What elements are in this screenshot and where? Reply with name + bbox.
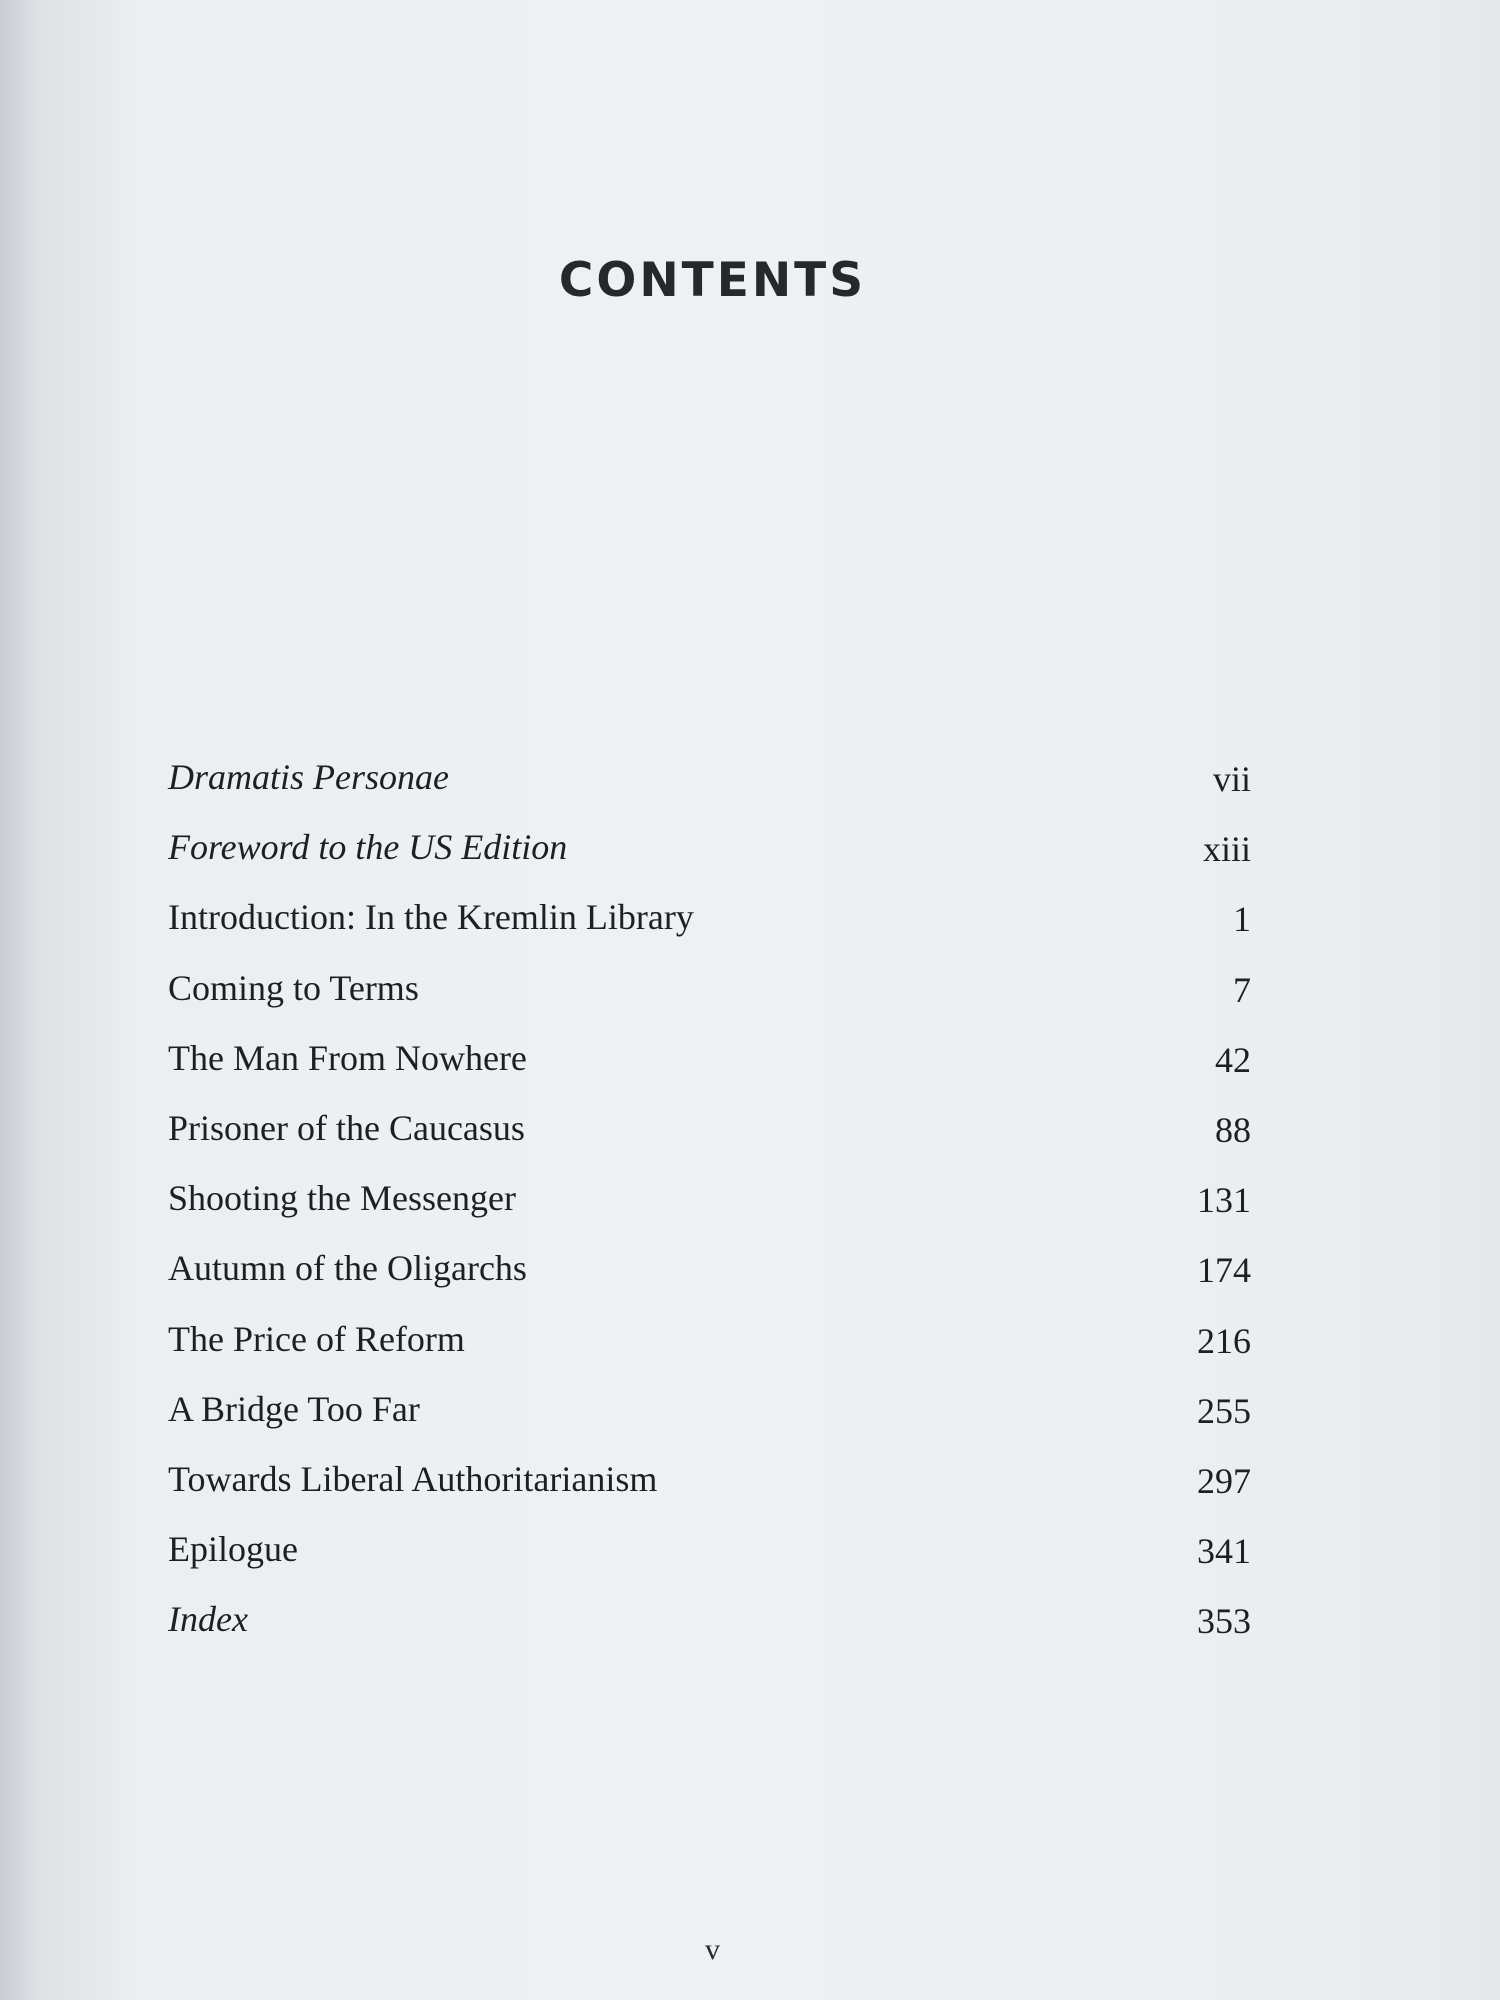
toc-entry-page: 131 xyxy=(1197,1180,1251,1221)
toc-entry xyxy=(168,1450,1251,1520)
toc-entry xyxy=(168,1239,1251,1309)
table-of-contents xyxy=(168,748,1251,1660)
toc-entry-page: 7 xyxy=(1233,969,1251,1010)
toc-entry-title: Coming to Terms xyxy=(168,967,419,1008)
toc-entry xyxy=(168,1590,1251,1660)
toc-entry-title: A Bridge Too Far xyxy=(168,1388,420,1429)
toc-entry-page: 297 xyxy=(1197,1460,1251,1501)
toc-entry-page: 216 xyxy=(1197,1320,1251,1361)
toc-entry xyxy=(168,1310,1251,1380)
toc-entry xyxy=(168,1099,1251,1169)
toc-entry-page: vii xyxy=(1212,759,1251,799)
toc-entry-page: 88 xyxy=(1215,1109,1251,1150)
toc-entry-title: Foreword to the US Edition xyxy=(168,827,568,868)
toc-entry xyxy=(168,1029,1251,1099)
toc-entry xyxy=(168,888,1251,958)
toc-entry xyxy=(168,959,1251,1029)
toc-entry-title: Introduction: In the Kremlin Library xyxy=(168,897,694,938)
toc-entry xyxy=(168,1380,1251,1450)
toc-entry xyxy=(168,818,1251,888)
toc-entry-page: 341 xyxy=(1197,1531,1251,1572)
page-number: v xyxy=(705,1933,720,1966)
toc-entry xyxy=(168,748,1251,818)
toc-entry-title: Dramatis Personae xyxy=(168,757,449,797)
toc-entry-page: 1 xyxy=(1233,899,1251,940)
toc-entry-title: Prisoner of the Caucasus xyxy=(168,1107,525,1148)
toc-entry xyxy=(168,1520,1251,1590)
toc-entry-page: 174 xyxy=(1197,1250,1251,1291)
page-title: CONTENTS xyxy=(558,253,867,309)
toc-entry-page: xiii xyxy=(1202,829,1251,870)
toc-entry-title: The Man From Nowhere xyxy=(168,1037,527,1078)
toc-entry-page: 42 xyxy=(1215,1039,1251,1080)
toc-entry-title: Index xyxy=(168,1599,248,1640)
toc-entry xyxy=(168,1169,1251,1239)
toc-entry-title: Shooting the Messenger xyxy=(168,1178,516,1219)
toc-entry-title: The Price of Reform xyxy=(168,1318,465,1359)
toc-entry-page: 353 xyxy=(1197,1601,1251,1642)
toc-entry-title: Epilogue xyxy=(168,1529,298,1570)
toc-entry-title: Towards Liberal Authoritarianism xyxy=(168,1458,658,1499)
toc-entry-page: 255 xyxy=(1197,1390,1251,1431)
toc-entry-title: Autumn of the Oligarchs xyxy=(168,1248,527,1289)
